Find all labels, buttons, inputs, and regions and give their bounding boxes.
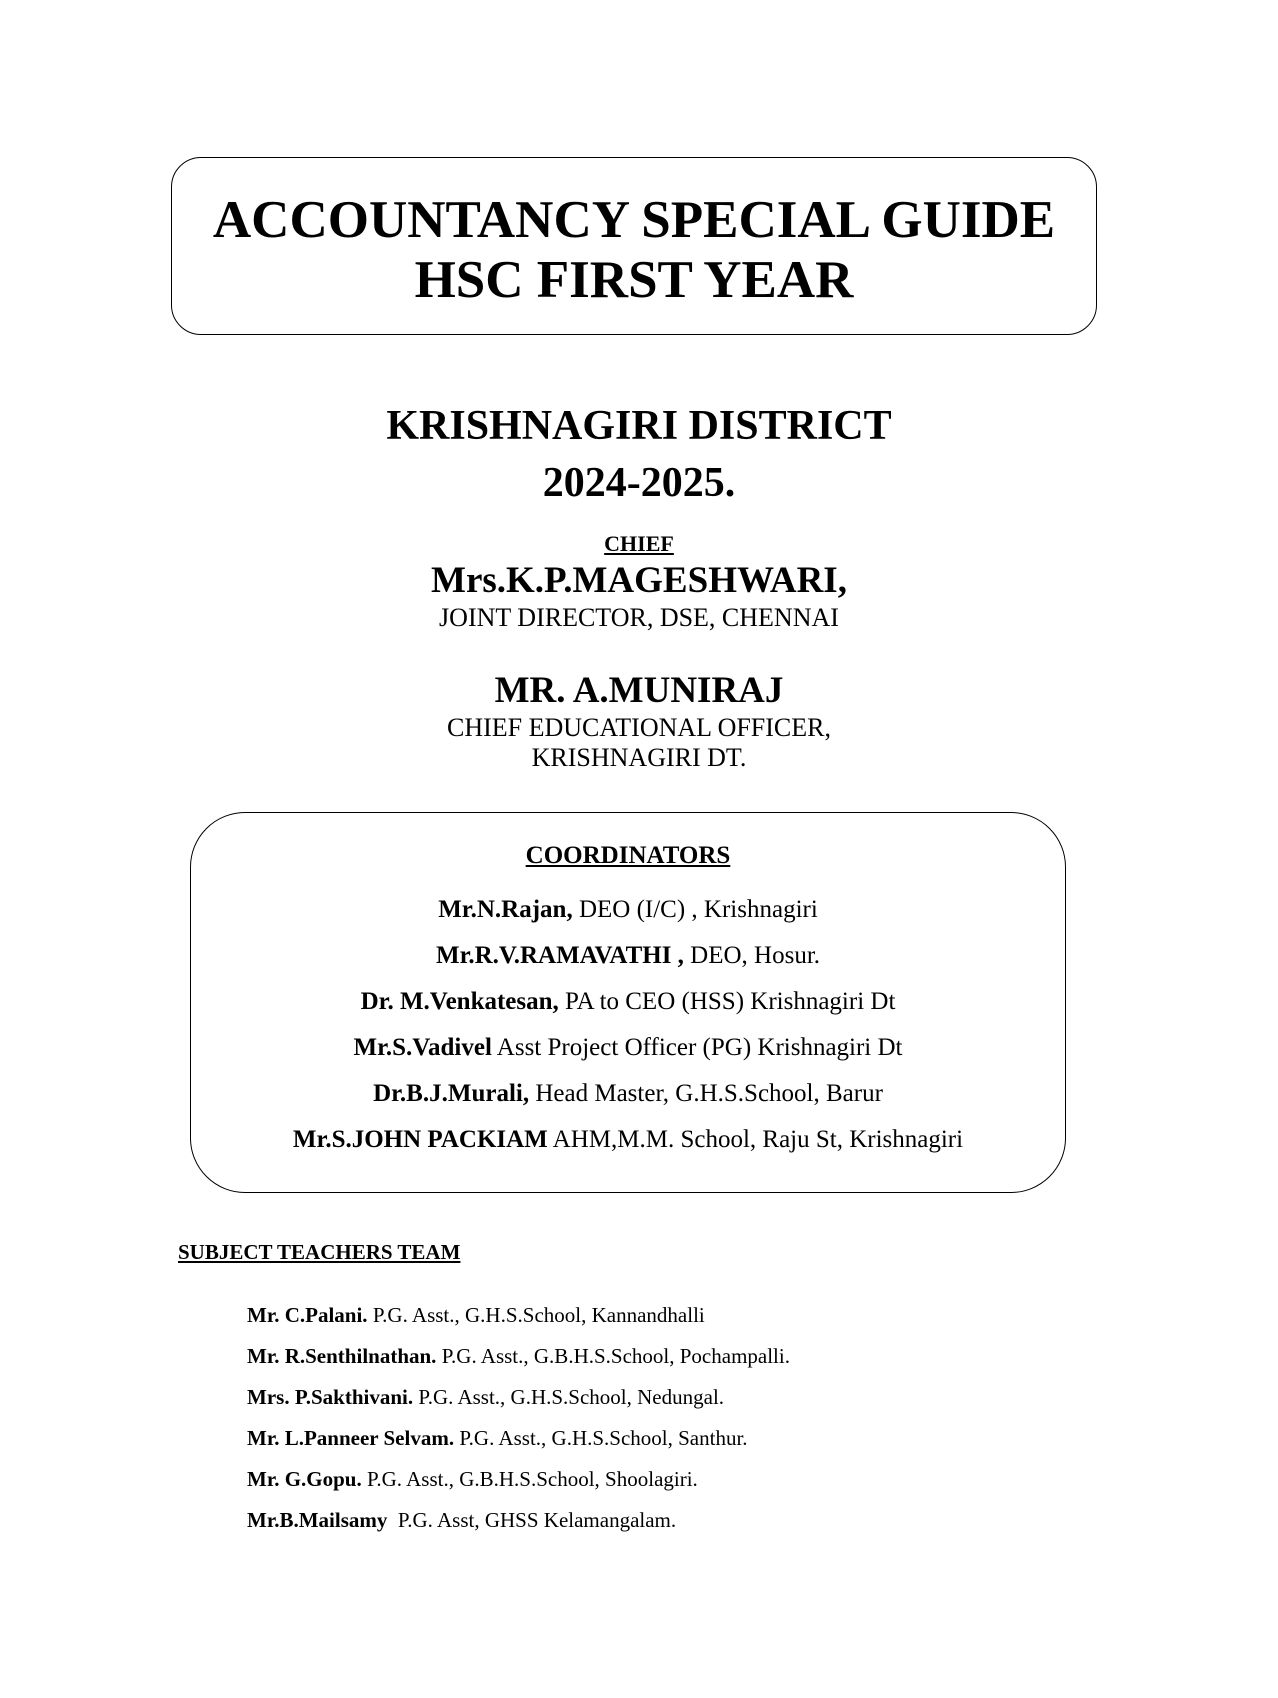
officer-role-line-2: KRISHNAGIRI DT. [531,743,747,772]
teacher-detail: P.G. Asst., G.H.S.School, Santhur. [454,1426,748,1450]
teacher-name: Mr. G.Gopu. [247,1467,362,1491]
coordinator-name: Mr.N.Rajan, [438,896,573,923]
teacher-row [247,1302,790,1328]
coordinator-detail: PA to CEO (HSS) Krishnagiri Dt [558,988,896,1015]
coordinators-box [190,812,1066,1193]
teacher-detail: P.G. Asst., G.B.H.S.School, Shoolagiri. [361,1467,698,1491]
coordinator-name: Mr.R.V.RAMAVATHI , [435,942,684,969]
coordinator-detail: AHM,M.M. School, Raju St, Krishnagiri [547,1126,964,1153]
officer-role-line-1: CHIEF EDUCATIONAL OFFICER, [447,713,831,742]
coordinator-row [191,1033,1065,1063]
teacher-detail: P.G. Asst., G.B.H.S.School, Pochampalli. [436,1344,790,1368]
district-name: KRISHNAGIRI DISTRICT [386,403,892,449]
coordinators-heading: COORDINATORS [525,842,731,869]
coordinator-name: Dr. M.Venkatesan, [360,988,559,1015]
teacher-name: Mrs. P.Sakthivani. [247,1385,414,1409]
teacher-row [247,1466,790,1492]
title-line-1: ACCOUNTANCY SPECIAL GUIDE [212,191,1056,249]
chief-role: JOINT DIRECTOR, DSE, CHENNAI [439,603,839,632]
coordinator-row [191,895,1065,925]
teacher-name: Mr. C.Palani. [247,1303,368,1327]
teacher-name: Mr. L.Panneer Selvam. [247,1426,455,1450]
chief-heading: CHIEF [604,531,674,556]
teacher-detail: P.G. Asst., G.H.S.School, Nedungal. [413,1385,725,1409]
teacher-name: Mr.B.Mailsamy [247,1508,388,1532]
teacher-detail: P.G. Asst, GHSS Kelamangalam. [387,1508,677,1532]
coordinator-detail: Head Master, G.H.S.School, Barur [529,1080,883,1107]
coordinator-row [191,1125,1065,1155]
title-line-2: HSC FIRST YEAR [414,251,854,309]
coordinator-name: Dr.B.J.Murali, [373,1080,530,1107]
teacher-detail: P.G. Asst., G.H.S.School, Kannandhalli [367,1303,705,1327]
teacher-row [247,1384,790,1410]
teachers-list [247,1302,790,1548]
coordinator-detail: DEO, Hosur. [683,942,821,969]
coordinator-row [191,1079,1065,1109]
coordinator-name: Mr.S.Vadivel [353,1034,492,1061]
chief-section [0,531,1278,633]
coordinator-row [191,987,1065,1017]
teacher-row [247,1343,790,1369]
district-year: 2024-2025. [542,460,736,506]
coordinators-list [191,895,1065,1155]
chief-name: Mrs.K.P.MAGESHWARI, [431,560,847,601]
teacher-row [247,1425,790,1451]
coordinator-name: Mr.S.JOHN PACKIAM [292,1126,548,1153]
coordinator-detail: DEO (I/C) , Krishnagiri [572,896,818,923]
teacher-row [247,1507,790,1533]
title-box [171,157,1097,335]
coordinator-detail: Asst Project Officer (PG) Krishnagiri Dt [491,1034,903,1061]
officer-section [0,669,1278,773]
teachers-heading: SUBJECT TEACHERS TEAM [178,1240,461,1264]
teacher-name: Mr. R.Senthilnathan. [247,1344,437,1368]
coordinator-row [191,941,1065,971]
officer-name: MR. A.MUNIRAJ [494,670,784,711]
